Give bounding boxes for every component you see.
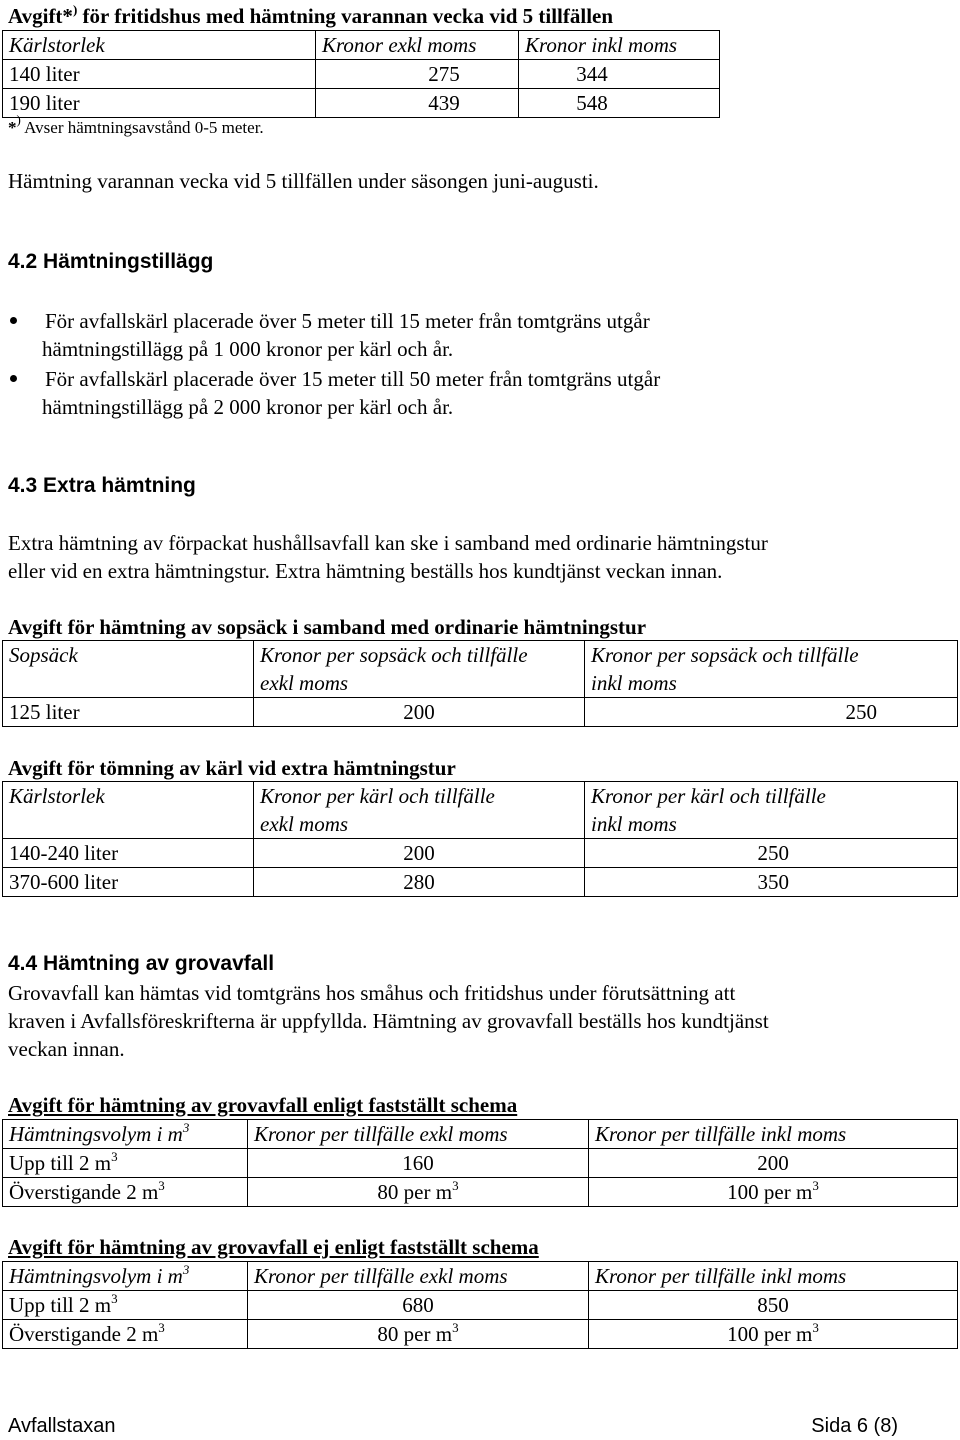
- table-row: [3, 868, 958, 897]
- table-row: [3, 1320, 958, 1349]
- table-header-row: [3, 782, 958, 839]
- bullet-line: För avfallskärl placerade över 5 meter till 15 meter från tomtgräns utgår: [45, 309, 650, 333]
- grovavfall-schema-table: [2, 1119, 958, 1207]
- table-row: [3, 89, 720, 118]
- table-cell: 200: [254, 698, 585, 727]
- table-cell: 850: [589, 1291, 958, 1320]
- table-row: [3, 1178, 958, 1207]
- table-cell: 350: [585, 868, 958, 897]
- season-paragraph: Hämtning varannan vecka vid 5 tillfällen under säsongen juni-augusti.: [8, 169, 599, 193]
- header-cell: Kronor per tillfälle exkl moms: [248, 1120, 589, 1149]
- header-cell: [585, 782, 958, 839]
- table-cell: 344: [519, 60, 720, 89]
- table-header-row: [3, 1120, 958, 1149]
- footer-left: Avfallstaxan: [8, 1415, 116, 1437]
- table-cell: 250: [585, 698, 958, 727]
- paragraph-line: Extra hämtning av förpackat hushållsavfall kan ske i samband med ordinarie hämtningstur: [8, 531, 768, 555]
- header-cell: [254, 641, 585, 698]
- header-cell: Kronor per tillfälle exkl moms: [248, 1262, 589, 1291]
- header-line: inkl moms: [591, 671, 677, 695]
- paragraph-line: Grovavfall kan hämtas vid tomtgräns hos småhus och fritidshus under förutsättning att: [8, 981, 736, 1005]
- table-title-sopsack: Avgift för hämtning av sopsäck i samband med ordinarie hämtningstur: [8, 615, 647, 639]
- header-cell: Kronor per tillfälle inkl moms: [589, 1262, 958, 1291]
- table-cell: 548: [519, 89, 720, 118]
- table-cell: 275: [316, 60, 519, 89]
- table-cell: 140 liter: [3, 60, 316, 89]
- table-cell: 80 per $m^3$: [248, 1178, 589, 1207]
- table-cell: 280: [254, 868, 585, 897]
- grovavfall-ej-schema-table: [2, 1261, 958, 1349]
- table-cell: 200: [254, 839, 585, 868]
- header-line: inkl moms: [591, 812, 677, 836]
- header-line: Kronor per kärl och tillfälle: [591, 784, 826, 808]
- header-cell: [585, 641, 958, 698]
- table-cell: Upp till 2 $m^3$: [3, 1291, 248, 1320]
- table-cell: 100 per $m^3$: [589, 1178, 958, 1207]
- header-cell: Hämtningsvolym i $m^3$: [3, 1262, 248, 1291]
- header-cell: [254, 782, 585, 839]
- table-cell: Överstigande 2 $m^3$: [3, 1178, 248, 1207]
- table-title-extra: Avgift för tömning av kärl vid extra hämtningstur: [8, 756, 456, 780]
- header-cell: Kronor inkl moms: [519, 31, 720, 60]
- header-line: exkl moms: [260, 812, 349, 836]
- table-header-row: [3, 1262, 958, 1291]
- sopsack-fee-table: [2, 640, 958, 727]
- table-cell: 80 per $m^3$: [248, 1320, 589, 1349]
- table-cell: 370-600 liter: [3, 868, 254, 897]
- paragraph-line: veckan innan.: [8, 1037, 125, 1061]
- heading-4-2: 4.2 Hämtningstillägg: [8, 250, 214, 273]
- paragraph-line: kraven i Avfallsföreskrifterna är uppfyllda. Hämtning av grovavfall beställs hos kundtjänst: [8, 1009, 769, 1033]
- header-cell: Hämtningsvolym i $m^3$: [3, 1120, 248, 1149]
- table-row: [3, 698, 958, 727]
- header-line: Kronor per sopsäck och tillfälle: [260, 643, 528, 667]
- heading-4-3: 4.3 Extra hämtning: [8, 474, 196, 497]
- table-cell: 160: [248, 1149, 589, 1178]
- header-cell: Kärlstorlek: [3, 782, 254, 839]
- bullet-icon: [10, 375, 17, 382]
- table-cell: Upp till 2 $m^3$: [3, 1149, 248, 1178]
- table-row: [3, 839, 958, 868]
- table-cell: 250: [585, 839, 958, 868]
- footnote: *) Avser hämtningsavstånd 0-5 meter.: [8, 112, 264, 137]
- table-title-grov-schema: Avgift för hämtning av grovavfall enligt fastställt schema: [8, 1093, 518, 1117]
- heading-4-4: 4.4 Hämtning av grovavfall: [8, 952, 275, 975]
- table-header-row: [3, 641, 958, 698]
- header-cell: Sopsäck: [3, 641, 254, 698]
- paragraph-line: eller vid en extra hämtningstur. Extra hämtning beställs hos kundtjänst veckan innan.: [8, 559, 723, 583]
- header-line: Kronor per sopsäck och tillfälle: [591, 643, 859, 667]
- table-header-row: [3, 31, 720, 60]
- header-line: Kronor per kärl och tillfälle: [260, 784, 495, 808]
- header-cell: Kärlstorlek: [3, 31, 316, 60]
- table-title-grov-ej-schema: Avgift för hämtning av grovavfall ej enligt fastställt schema: [8, 1235, 539, 1259]
- table-row: [3, 1149, 958, 1178]
- table-cell: 190 liter: [3, 89, 316, 118]
- table-cell: 125 liter: [3, 698, 254, 727]
- bullet-line: För avfallskärl placerade över 15 meter till 50 meter från tomtgräns utgår: [45, 367, 661, 391]
- fritidshus-fee-table: [2, 30, 720, 118]
- table-cell: 140-240 liter: [3, 839, 254, 868]
- bullet-line: hämtningstillägg på 2 000 kronor per kärl och år.: [42, 395, 454, 419]
- bullet-icon: [10, 317, 17, 324]
- table-cell: 439: [316, 89, 519, 118]
- page-number: Sida 6 (8): [811, 1415, 898, 1437]
- header-line: exkl moms: [260, 671, 349, 695]
- header-cell: Kronor per tillfälle inkl moms: [589, 1120, 958, 1149]
- table-cell: 200: [589, 1149, 958, 1178]
- table-cell: Överstigande 2 $m^3$: [3, 1320, 248, 1349]
- table-cell: 100 per $m^3$: [589, 1320, 958, 1349]
- table-row: [3, 1291, 958, 1320]
- table-cell: 680: [248, 1291, 589, 1320]
- table-row: [3, 60, 720, 89]
- section-title-fritidshus: Avgift*) för fritidshus med hämtning varannan vecka vid 5 tillfällen: [8, 2, 614, 28]
- header-cell: Kronor exkl moms: [316, 31, 519, 60]
- bullet-line: hämtningstillägg på 1 000 kronor per kärl och år.: [42, 337, 454, 361]
- extra-pickup-fee-table: [2, 781, 958, 897]
